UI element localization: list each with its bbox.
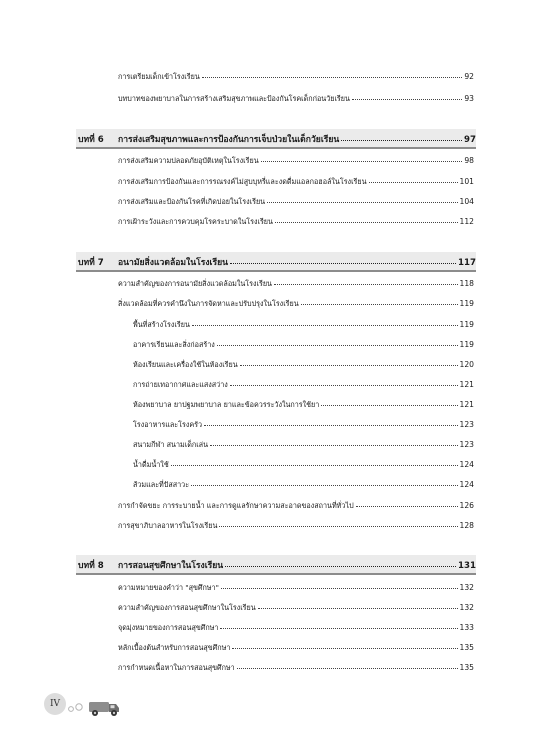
chapter-heading-7[interactable]: บทที่ 7 อนามัยสิ่งแวดล้อมในโรงเรียน 117 [78, 258, 476, 268]
toc-subentry[interactable]: ส้วมและที่ปัสสาวะ 124 [133, 480, 474, 489]
toc-subentry[interactable]: สนามกีฬา สนามเด็กเล่น 123 [133, 440, 474, 449]
chapter-heading-8[interactable]: บทที่ 8 การสอนสุขศึกษาในโรงเรียน 131 [78, 561, 476, 571]
toc-subentry[interactable]: การถ่ายเทอากาศและแสงสว่าง 121 [133, 380, 474, 389]
toc-entry[interactable]: การสุขาภิบาลอาหารในโรงเรียน 128 [118, 521, 474, 530]
toc-entry[interactable]: บทบาทของพยาบาลในการสร้างเสริมสุขภาพและป้องกันโรคเด็กก่อนวัยเรียน 93 [118, 94, 474, 103]
toc-entry[interactable]: การเฝ้าระวังและการควบคุมโรคระบาดในโรงเรียน 112 [118, 217, 474, 226]
chapter-heading-6[interactable]: บทที่ 6 การส่งเสริมสุขภาพและการป้องกันการเจ็บป่วยในเด็กวัยเรียน 97 [78, 135, 476, 145]
toc-subentry[interactable]: ห้องพยาบาล ยาปฐมพยาบาล ยาและข้อควรระวังในการใช้ยา 121 [133, 400, 474, 409]
decoration-bubbles [67, 697, 127, 717]
toc-entry[interactable]: การส่งเสริมการป้องกันและการรณรงค์ไม่สูบบุหรี่และงดดื่มแอลกอฮอล์ในโรงเรียน 101 [118, 177, 474, 186]
toc-entry[interactable]: การกำหนดเนื้อหาในการสอนสุขศึกษา 135 [118, 663, 474, 672]
toc-subentry[interactable]: พื้นที่สร้างโรงเรียน 119 [133, 320, 474, 329]
toc-subentry[interactable]: โรงอาหารและโรงครัว 123 [133, 420, 474, 429]
bubble-medium [76, 704, 82, 710]
toc-entry[interactable]: การกำจัดขยะ การระบายน้ำ และการดูแลรักษาความสะอาดของสถานที่ทั่วไป 126 [118, 501, 474, 510]
toc-entry[interactable]: จุดมุ่งหมายของการสอนสุขศึกษา 133 [118, 623, 474, 632]
toc-entry[interactable]: การเตรียมเด็กเข้าโรงเรียน 92 [118, 72, 474, 81]
toc-entry[interactable]: การส่งเสริมความปลอดภัยอุบัติเหตุในโรงเรียน 98 [118, 156, 474, 165]
truck-icon [89, 702, 119, 716]
toc-entry[interactable]: สิ่งแวดล้อมที่ควรคำนึงในการจัดหาและปรับปรุงในโรงเรียน 119 [118, 299, 474, 308]
chapter-underline [76, 147, 476, 149]
toc-entry[interactable]: ความสำคัญของการอนามัยสิ่งแวดล้อมในโรงเรียน 118 [118, 279, 474, 288]
chapter-underline [76, 573, 476, 575]
toc-subentry[interactable]: ห้องเรียนและเครื่องใช้ในห้องเรียน 120 [133, 360, 474, 369]
toc-subentry[interactable]: อาคารเรียนและสิ่งก่อสร้าง 119 [133, 340, 474, 349]
page-number-badge [44, 693, 66, 715]
chapter-underline [76, 270, 476, 272]
bubble-small [69, 707, 74, 712]
toc-subentry[interactable]: น้ำดื่มน้ำใช้ 124 [133, 460, 474, 469]
toc-entry[interactable]: ความหมายของคำว่า "สุขศึกษา" 132 [118, 583, 474, 592]
toc-entry[interactable]: ความสำคัญของการสอนสุขศึกษาในโรงเรียน 132 [118, 603, 474, 612]
toc-entry[interactable]: หลักเบื้องต้นสำหรับการสอนสุขศึกษา 135 [118, 643, 474, 652]
toc-entry[interactable]: การส่งเสริมและป้องกันโรคที่เกิดบ่อยในโรงเรียน 104 [118, 197, 474, 206]
page-number: IV [49, 699, 61, 709]
